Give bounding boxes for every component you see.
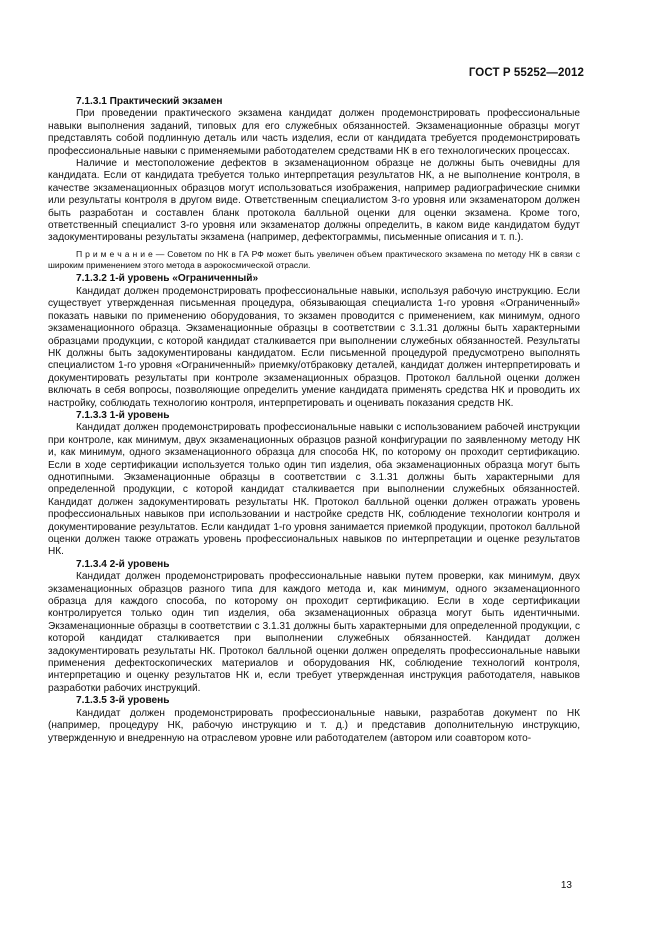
paragraph: Кандидат должен продемонстрировать профессиональные навыки путем проверки, как минимум, двух экзаменационных образцов разного типа для каждого метода и, как минимум, одного экзаменационного образца для каждого способа, по которому он проходит сертификацию. Если в ходе сертификации контролируется только один тип изделия, оба экзаменационных образца могут быть идентичными. Экзаменационные образцы в соответствии с 3.1.31 должны быть характерными для определенной продукции, с которой кандидат сталкивается при выполнении служебных обязанностей. Кандидат должен задокументировать результаты НК. Протокол балльной оценки должен определять профессиональные навыки применения дефектоскопических материалов и оборудования НК, соблюдение технологий контроля, интерпретацию и оценку результатов НК и, если требует утвержденная инструкция работодателя, навыков разработки рабочих инструкций. [48,571,580,694]
document-body [48,96,580,745]
paragraph: Кандидат должен продемонстрировать профессиональные навыки, разработав документ по НК (например, процедуру НК, рабочую инструкцию и т. д.) и представив дополнительную инструкцию, утвержденную и внедренную на отраслевом уровне или работодателем (автором или соавтором кото- [48,707,580,744]
standard-code: ГОСТ Р 55252—2012 [468,67,584,79]
paragraph: Кандидат должен продемонстрировать профессиональные навыки, используя рабочую инструкцию. Если существует утвержденная письменная процедура, обязывающая специалиста 1-го уровня «Ограниченный» показать навыки по применению оборудования, то экзамен проводится с применением, как минимум, одного экзаменационного образца. Экзаменационные образцы в соответствии с 3.1.31 должны быть характерными образцами продукции, с которой кандидат сталкивается при выполнении служебных обязанностей. Результаты НК должны быть задокументированы кандидатом. Если письменной процедурой предусмотрено выполнять специалистом 1-го уровня «Ограниченный» приемку/отбраковку деталей, кандидат должен интерпретировать и документировать результаты при контроле экзаменационных образцов. Протокол балльной оценки должен включать в себя вопросы, позволяющие определить умение кандидата применять средства НК и проводить их настройку, соблюдать технологию контроля, интерпретировать и оценивать показания средств НК. [48,285,580,409]
section-heading-7-1-3-3: 7.1.3.3 1-й уровень [76,409,170,421]
paragraph: Наличие и местоположение дефектов в экзаменационном образце не должны быть очевидны для кандидата. Если от кандидата требуется только интерпретация результатов НК, а не выполнение контроля, в качестве экзаменационных образцов могут использоваться изображения, например радиографические снимки или результаты контроля в другом виде. Ответственным специалистом 3-го уровня или экзаменатором должен быть разработан и составлен бланк протокола балльной оценки для оценки экзамена. Кроме того, ответственный специалист 3-го уровня или экзаменатор должны определить, в каком виде кандидатом будут задокументированы результаты экзамена (например, дефектограммы, письменные описания и т. п.). [48,158,580,244]
section-heading-7-1-3-5: 7.1.3.5 3-й уровень [76,695,170,707]
paragraph: При проведении практического экзамена кандидат должен продемонстрировать профессиональные навыки выполнения заданий, типовых для его служебных обязанностей. Экзаменационные образцы могут представлять собой подлинную деталь или часть изделия, если от кандидата требуется продемонстрировать профессиональные навыки с применяемыми работодателем средствами НК в его технологических процессах. [48,108,580,157]
page-number: 13 [560,880,572,891]
note: П р и м е ч а н и е — Советом по НК в ГА РФ может быть увеличен объем практического экзамена по методу НК в связи с широким применением этого метода в аэрокосмической отрасли. [48,248,580,270]
section-heading-7-1-3-2: 7.1.3.2 1-й уровень «Ограниченный» [76,273,259,285]
section-heading-7-1-3-1: 7.1.3.1 Практический экзамен [76,96,223,107]
section-heading-7-1-3-4: 7.1.3.4 2-й уровень [76,558,170,570]
paragraph: Кандидат должен продемонстрировать профессиональные навыки с использованием рабочей инструкции при контроле, как минимум, двух экзаменационных образцов разной конфигурации по заявленному методу НК и, как минимум, одного экзаменационного образца для способа НК, по которому он проходит сертификацию. Если в ходе сертификации используется только один тип изделия, оба экзаменационных образца могут быть однотипными. Экзаменационные образцы в соответствии с 3.1.31 должны быть характерными для определенной продукции, с которой кандидат сталкивается при выполнении служебных обязанностей. Кандидат должен задокументировать результаты НК. Протокол балльной оценки должен отражать уровень профессиональных навыков при использовании и настройке средств НК, соблюдение технологии контроля и документирование результатов. Если кандидат 1-го уровня занимается приемкой продукции, протокол балльной оценки должен также отражать уровень профессиональных навыков по интерпретации и оценке результатов НК. [48,422,580,558]
